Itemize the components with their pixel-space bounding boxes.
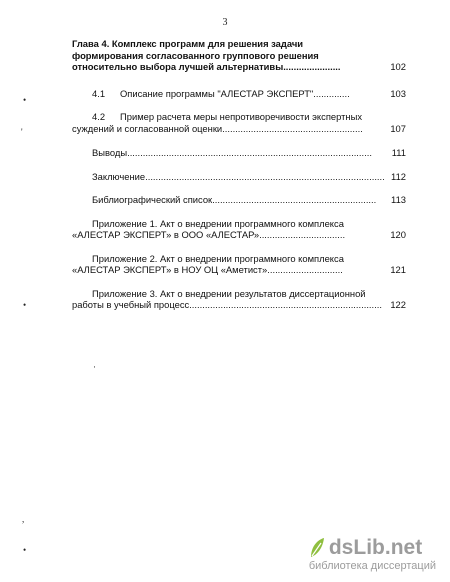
toc-leader-dots: ................................. (259, 229, 346, 240)
toc-entry-4-2 (72, 111, 406, 134)
toc-leader-dots: .............. (313, 87, 350, 99)
toc-section-title: Заключение (92, 170, 146, 182)
toc-entry-conclusions (72, 147, 406, 159)
toc-leader-dots: .......................................................................... (189, 299, 382, 310)
toc-line: работы в учебный процесс (72, 299, 190, 310)
toc-line: формирования согласованного группового решения (72, 49, 319, 61)
page-number: 3 (222, 17, 228, 28)
toc-leader-dots: ............................................................... (212, 194, 377, 205)
toc-leader-dots: ............................................................................................ (145, 170, 385, 182)
toc-page-number: 102 (390, 61, 406, 72)
toc-entry-4-1 (72, 87, 406, 100)
toc-section-number: 4.1 (92, 87, 106, 99)
toc-line: Глава 4. Комплекс программ для решения задачи (72, 38, 304, 49)
toc-leader-dots: ...................... (283, 61, 341, 72)
watermark-tagline: библиотека диссертаций (308, 560, 436, 572)
scan-mark: · (93, 362, 96, 372)
scan-mark: , (22, 514, 25, 524)
toc-line: относительно выбора лучшей альтернативы (72, 61, 284, 72)
toc-page-number: 111 (391, 147, 406, 158)
toc-line: «АЛЕСТАР ЭКСПЕРТ» в ООО «АЛЕСТАР» (72, 229, 260, 240)
toc-page-number: 122 (390, 299, 406, 310)
toc-entry-appendix-1 (72, 217, 406, 241)
toc-leader-dots: ............................. (267, 264, 343, 275)
toc-line: суждений и согласованной оценки (72, 122, 223, 134)
watermark-brand: dsLib.net (328, 536, 423, 559)
toc-page-number: 113 (391, 194, 406, 205)
toc-leader-dots: ...................................................... (222, 122, 363, 134)
toc-line: «АЛЕСТАР ЭКСПЕРТ» в НОУ ОЦ «Аметист» (72, 264, 268, 275)
toc-page-number: 103 (390, 87, 406, 99)
toc-entry-conclusion (72, 170, 406, 183)
toc-section-number: 4.2 (92, 111, 106, 122)
toc-entry-appendix-3 (72, 287, 406, 311)
table-of-contents (72, 38, 406, 311)
toc-page-number: 107 (390, 122, 406, 134)
toc-line: Приложение 3. Акт о внедрении результатов диссертационной (92, 287, 366, 299)
leaf-icon (309, 537, 325, 559)
toc-page-number: 112 (391, 170, 406, 182)
scan-mark: • (23, 95, 27, 105)
toc-entry-appendix-2 (72, 252, 406, 276)
scan-mark: • (23, 300, 27, 310)
toc-line: Пример расчета меры непротиворечивости экспертных (120, 111, 363, 122)
toc-entry-bibliography (72, 194, 406, 206)
toc-section-title: Библиографический список (92, 194, 213, 205)
toc-section-title: Описание программы "АЛЕСТАР ЭКСПЕРТ" (120, 87, 314, 99)
toc-page-number: 121 (390, 264, 406, 275)
scan-mark: ' (21, 127, 23, 137)
toc-leader-dots: .............................................................................................. (127, 147, 372, 158)
toc-section-title: Выводы (92, 147, 128, 158)
toc-line: Приложение 1. Акт о внедрении программного комплекса (92, 217, 344, 229)
toc-entry-chapter-4 (72, 38, 406, 73)
toc-line: Приложение 2. Акт о внедрении программного комплекса (92, 252, 344, 264)
toc-page-number: 120 (390, 229, 406, 240)
scan-mark: • (23, 545, 27, 555)
watermark-logo (309, 537, 436, 572)
